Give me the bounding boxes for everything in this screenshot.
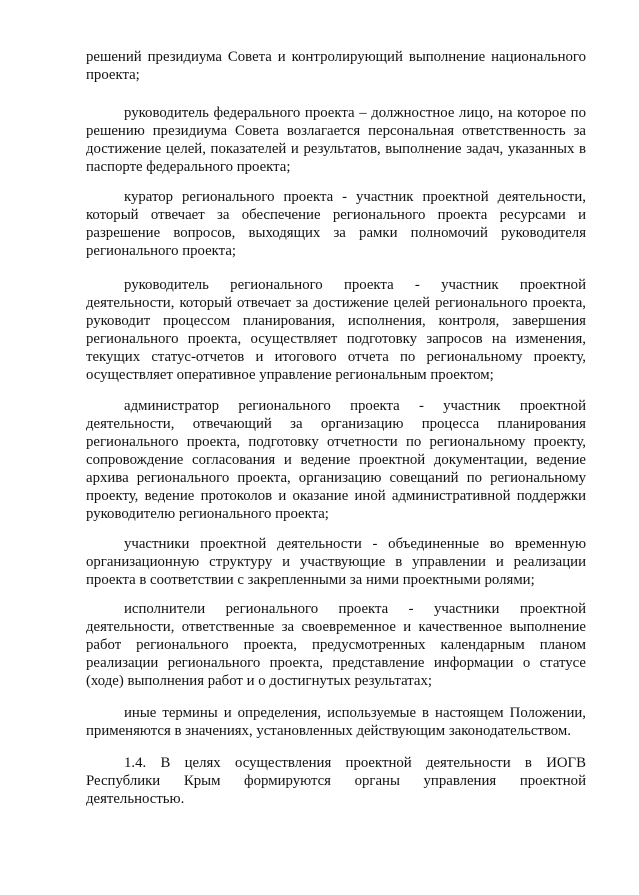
paragraph-other-terms: иные термины и определения, используемые в настоящем Положении, применяются в значениях, установленных действующим законодательством. — [86, 705, 586, 739]
paragraph-regional-project-executors: исполнители регионального проекта - участники проектной деятельности, ответственные за своевременное и качественное выполнение работ регионального проекта, предусмотренных календарным планом реализации регионального проекта, представление информации о статусе (ходе) выполнения работ и о достигнутых результатах; — [86, 601, 586, 689]
paragraph-federal-project-head: руководитель федерального проекта – должностное лицо, на которое по решению президиума Совета возлагается персональная ответственность за достижение целей, показателей и результатов, выполнение задач, указанных в паспорте федерального проекта; — [86, 105, 586, 175]
paragraph-regional-project-administrator: администратор регионального проекта - участник проектной деятельности, отвечающий за организацию процесса планирования регионального проекта, подготовку отчетности по региональному проекту, сопровождение согласования и ведение проектной документации, ведение архива регионального проекта, организацию совещаний по региональному проекту, ведение протоколов и оказание иной административной поддержки руководителю регионального проекта; — [86, 398, 586, 522]
paragraph-regional-project-head: руководитель регионального проекта - участник проектной деятельности, который отвечает за достижение целей регионального проекта, руководит процессом планирования, исполнения, контроля, завершения регионального проекта, осуществляет подготовку запросов на изменения, текущих статус-отчетов и итогового отчета по региональному проекту, осуществляет оперативное управление региональным проектом; — [86, 277, 586, 383]
paragraph-national-project-end: решений президиума Совета и контролирующий выполнение национального проекта; — [86, 49, 586, 83]
paragraph-regional-project-curator: куратор регионального проекта - участник проектной деятельности, который отвечает за обеспечение регионального проекта ресурсами и разрешение вопросов, выходящих за рамки полномочий руководителя регионального проекта; — [86, 189, 586, 259]
paragraph-section-1-4: 1.4. В целях осуществления проектной деятельности в ИОГВ Республики Крым формируются органы управления проектной деятельностью. — [86, 755, 586, 807]
paragraph-project-participants: участники проектной деятельности - объединенные во временную организационную структуру и участвующие в управлении и реализации проекта в соответствии с закрепленными за ними проектными ролями; — [86, 536, 586, 588]
